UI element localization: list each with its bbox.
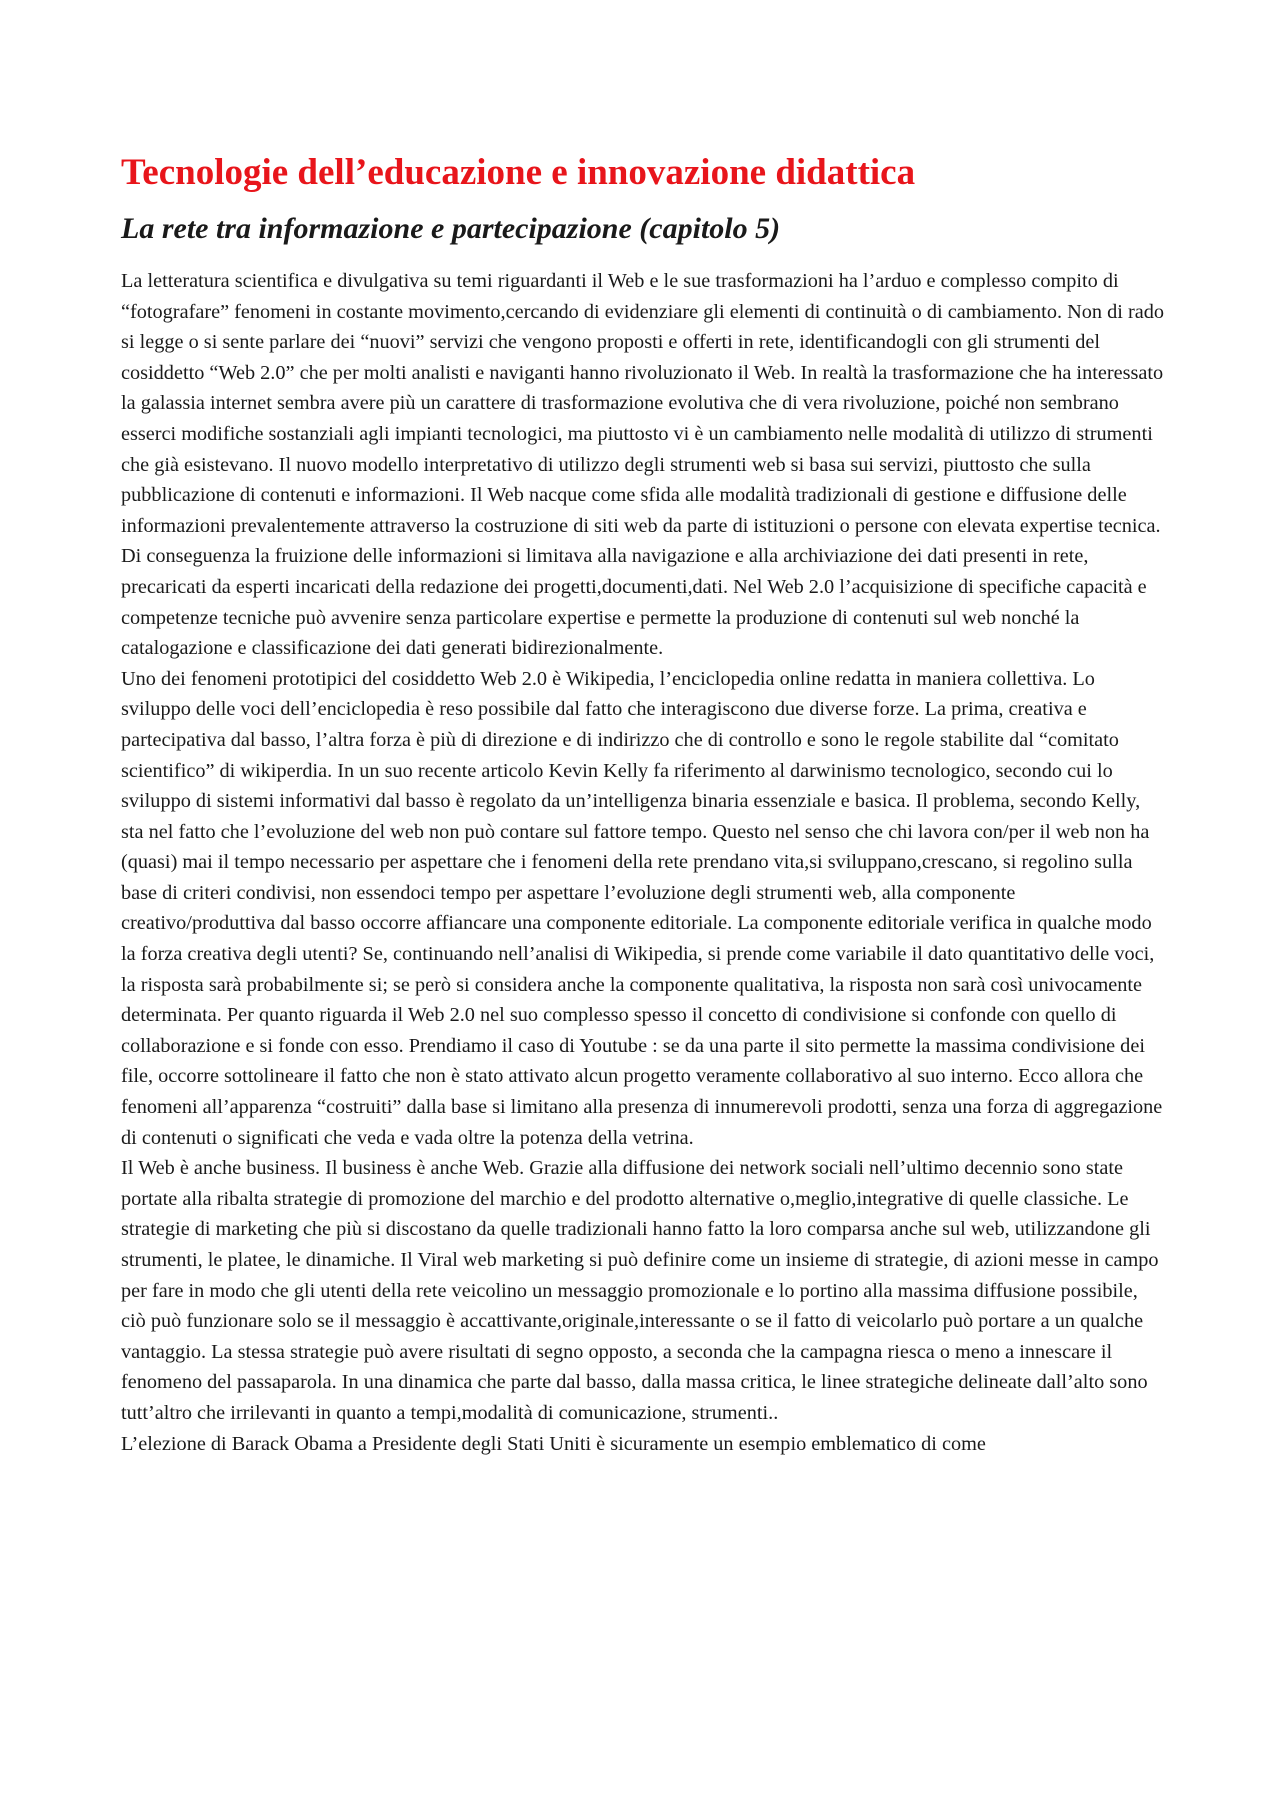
document-subtitle: La rete tra informazione e partecipazione (capitolo 5) — [121, 212, 781, 245]
document-title: Tecnologie dell’educazione e innovazione didattica — [121, 152, 916, 193]
paragraph-obama: L’elezione di Barack Obama a Presidente degli Stati Uniti è sicuramente un esempio emblematico di come — [121, 1432, 986, 1455]
paragraph-wikipedia: Uno dei fenomeni prototipici del cosiddetto Web 2.0 è Wikipedia, l’enciclopedia online redatta in maniera collettiva. Lo sviluppo delle voci dell’enciclopedia è reso possibile dal fatto che interagiscono due diverse forze. La prima, creativa e partecipativa dal basso, l’altra forza è più di direzione e di indirizzo che di controllo e sono le regole stabilite dal “comitato scientifico” di wikiperdia. In un suo recente articolo Kevin Kelly fa riferimento al darwinismo tecnologico, secondo cui lo sviluppo di sistemi informativi dal basso è regolato da un’intelligenza binaria essenziale e basica. Il problema, secondo Kelly, sta nel fatto che l’evoluzione del web non può contare sul fattore tempo. Questo nel senso che chi lavora con/per il web non ha (quasi) mai il tempo necessario per aspettare che i fenomeni della rete prendano vita,si sviluppano,crescano, si regolino sulla base di criteri condivisi, non essendoci tempo per aspettare l’evoluzione degli strumenti web, alla componente creativo/produttiva dal basso occorre affiancare una componente editoriale. La componente editoriale verifica in qualche modo la forza creativa degli utenti? Se, continuando nell’analisi di Wikipedia, si prende come variabile il dato quantitativo delle voci, la risposta sarà probabilmente si; se però si considera anche la componente qualitativa, la risposta non sarà così univocamente determinata. Per quanto riguarda il Web 2.0 nel suo complesso spesso il concetto di condivisione si confonde con quello di collaborazione e si fonde con esso. Prendiamo il caso di Youtube : se da una parte il sito permette la massima condivisione dei file, occorre sottolineare il fatto che non è stato attivato alcun progetto veramente collaborativo al suo interno. Ecco allora che fenomeni all’apparenza “costruiti” dalla base si limitano alla presenza di innumerevoli prodotti, senza una forza di aggregazione di contenuti o significati che veda e vada oltre la potenza della vetrina. — [121, 667, 1163, 1149]
paragraph-web-evolution: La letteratura scientifica e divulgativa su temi riguardanti il Web e le sue trasformazioni ha l’arduo e complesso compito di “fotografare” fenomeni in costante movimento,cercando di evidenziare gli elementi di continuità o di cambiamento. Non di rado si legge o si sente parlare dei “nuovi” servizi che vengono proposti e offerti in rete, identificandogli con gli strumenti del cosiddetto “Web 2.0” che per molti analisti e naviganti hanno rivoluzionato il Web. In realtà la trasformazione che ha interessato la galassia internet sembra avere più un carattere di trasformazione evolutiva che di vera rivoluzione, poiché non sembrano esserci modifiche sostanziali agli impianti tecnologici, ma piuttosto vi è un cambiamento nelle modalità di utilizzo di strumenti che già esistevano. Il nuovo modello interpretativo di utilizzo degli strumenti web si basa sui servizi, piuttosto che sulla pubblicazione di contenuti e informazioni. Il Web nacque come sfida alle modalità tradizionali di gestione e diffusione delle informazioni prevalentemente attraverso la costruzione di siti web da parte di istituzioni o persone con elevata expertise tecnica. Di conseguenza la fruizione delle informazioni si limitava alla navigazione e alla archiviazione dei dati presenti in rete, precaricati da esperti incaricati della redazione dei progetti,documenti,dati. Nel Web 2.0 l’acquisizione di specifiche capacità e competenze tecniche può avvenire senza particolare expertise e permette la produzione di contenuti sul web nonché la catalogazione e classificazione dei dati generati bidirezionalmente. — [121, 270, 1164, 660]
document-body — [121, 266, 1165, 1459]
document-page — [121, 150, 1165, 1459]
paragraph-business: Il Web è anche business. Il business è anche Web. Grazie alla diffusione dei network sociali nell’ultimo decennio sono state portate alla ribalta strategie di promozione del marchio e del prodotto alternative o,meglio,integrative di quelle classiche. Le strategie di marketing che più si discostano da quelle tradizionali hanno fatto la loro comparsa anche sul web, utilizzandone gli strumenti, le platee, le dinamiche. Il Viral web marketing si può definire come un insieme di strategie, di azioni messe in campo per fare in modo che gli utenti della rete veicolino un messaggio promozionale e lo portino alla massima diffusione possibile, ciò può funzionare solo se il messaggio è accattivante,originale,interessante o se il fatto di veicolarlo può portare a un qualche vantaggio. La stessa strategie può avere risultati di segno opposto, a seconda che la campagna riesca o meno a innescare il fenomeno del passaparola. In una dinamica che parte dal basso, dalla massa critica, le linee strategiche delineate dall’alto sono tutt’altro che irrilevanti in quanto a tempi,modalità di comunicazione, strumenti.. — [121, 1157, 1159, 1424]
